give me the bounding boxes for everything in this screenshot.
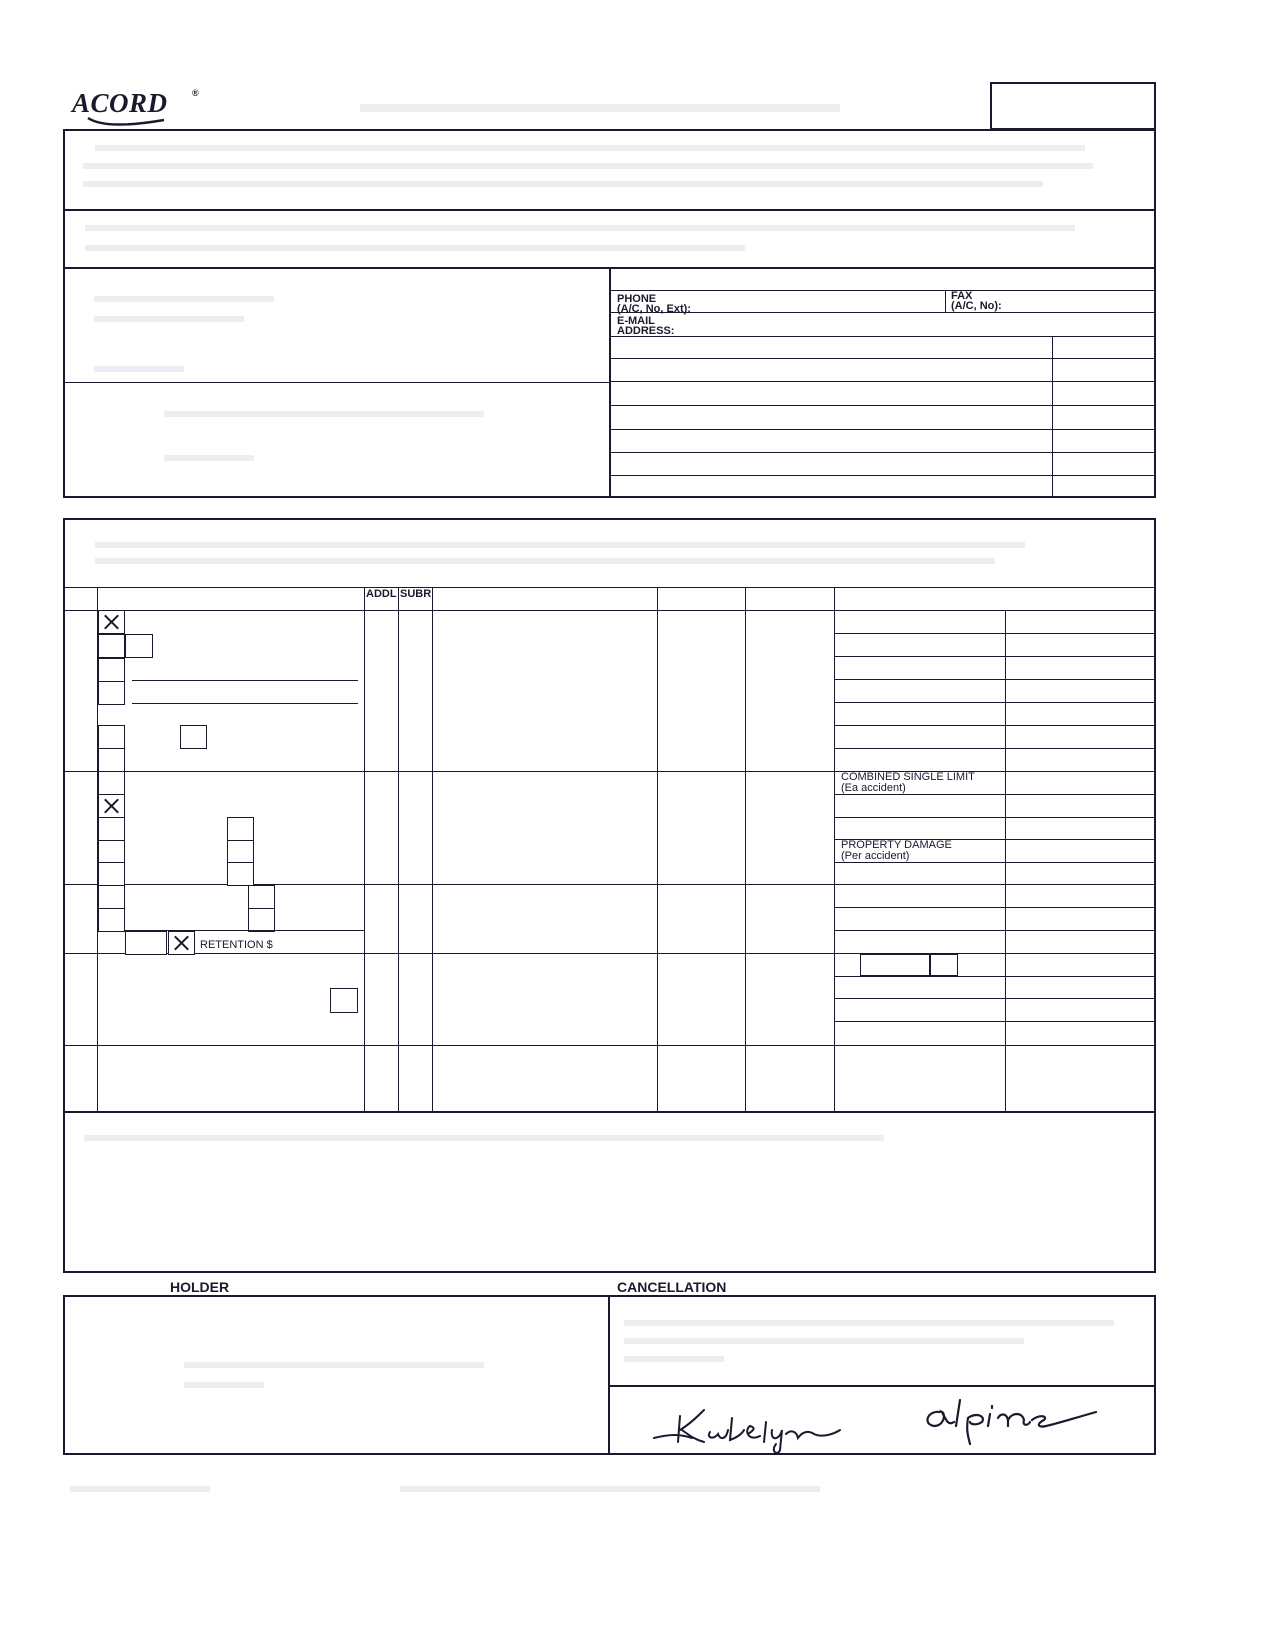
email-label: E-MAIL [617, 315, 655, 327]
auto-blank-checkbox-3[interactable] [227, 862, 254, 886]
property-damage-label: PROPERTY DAMAGE [841, 839, 952, 851]
logo-swoosh-icon [86, 116, 166, 130]
auto-blank-checkbox-2[interactable] [98, 862, 125, 886]
combined-single-limit-label: COMBINED SINGLE LIMIT [841, 771, 975, 783]
fax-label-detail: (A/C, No): [951, 300, 1002, 312]
auto-blank-checkbox-1[interactable] [98, 840, 125, 864]
deductible-checkbox[interactable] [125, 931, 167, 955]
cancellation-heading: CANCELLATION [617, 1279, 727, 1295]
wc-other-checkbox[interactable] [930, 954, 958, 976]
umbrella-occur-checkbox[interactable] [248, 885, 275, 909]
hired-autos-checkbox[interactable] [98, 817, 125, 841]
aggregate-loc-checkbox[interactable] [98, 748, 125, 772]
holder-heading: HOLDER [170, 1279, 230, 1295]
property-damage-detail: (Per accident) [841, 850, 910, 862]
description-of-operations[interactable] [64, 1113, 1155, 1271]
producer-divider [609, 268, 611, 497]
aggregate-policy-checkbox[interactable] [98, 725, 125, 749]
umbrella-liab-checkbox[interactable] [98, 885, 125, 909]
aggregate-project-checkbox[interactable] [180, 725, 207, 749]
insured-section[interactable] [64, 383, 609, 497]
important-notice-box [63, 209, 1156, 269]
email-label-detail: ADDRESS: [617, 325, 675, 337]
workers-comp-exclusion-checkbox[interactable] [330, 988, 358, 1013]
signature-image [610, 1386, 1155, 1454]
wc-statutory-limits-checkbox[interactable] [860, 954, 930, 976]
fax-label: FAX [951, 290, 973, 302]
retention-checkbox[interactable] [168, 931, 195, 955]
form-title-faded [360, 104, 840, 112]
commercial-general-liability-checkbox[interactable] [98, 610, 125, 634]
authorized-representative-signature [610, 1386, 1155, 1454]
scheduled-autos-checkbox[interactable] [227, 817, 254, 841]
cancellation-notice [610, 1296, 1155, 1384]
non-owned-autos-checkbox[interactable] [227, 840, 254, 864]
occur-checkbox[interactable] [125, 634, 153, 658]
producer-section[interactable] [64, 268, 609, 382]
gl-other-checkbox-1[interactable] [98, 658, 125, 682]
acord-logo [72, 88, 212, 132]
logo-text: ACORD [72, 88, 168, 118]
combined-single-limit-detail: (Ea accident) [841, 782, 906, 794]
claims-made-umbrella-checkbox[interactable] [248, 908, 275, 932]
gl-other-checkbox-2[interactable] [98, 681, 125, 705]
excess-liab-checkbox[interactable] [98, 908, 125, 932]
claims-made-checkbox[interactable] [98, 634, 125, 658]
all-owned-autos-checkbox[interactable] [98, 794, 125, 818]
retention-label: RETENTION $ [200, 939, 273, 951]
logo-registered-mark: ® [192, 88, 199, 98]
phone-label-detail: (A/C, No, Ext): [617, 303, 691, 315]
certificate-holder-section[interactable] [64, 1296, 608, 1454]
col-header-addl: ADDL [366, 588, 397, 600]
phone-label: PHONE [617, 293, 657, 305]
any-auto-checkbox[interactable] [98, 771, 125, 795]
disclaimer-box [63, 129, 1156, 211]
col-header-subr: SUBR [400, 588, 432, 600]
date-box[interactable] [990, 82, 1156, 130]
